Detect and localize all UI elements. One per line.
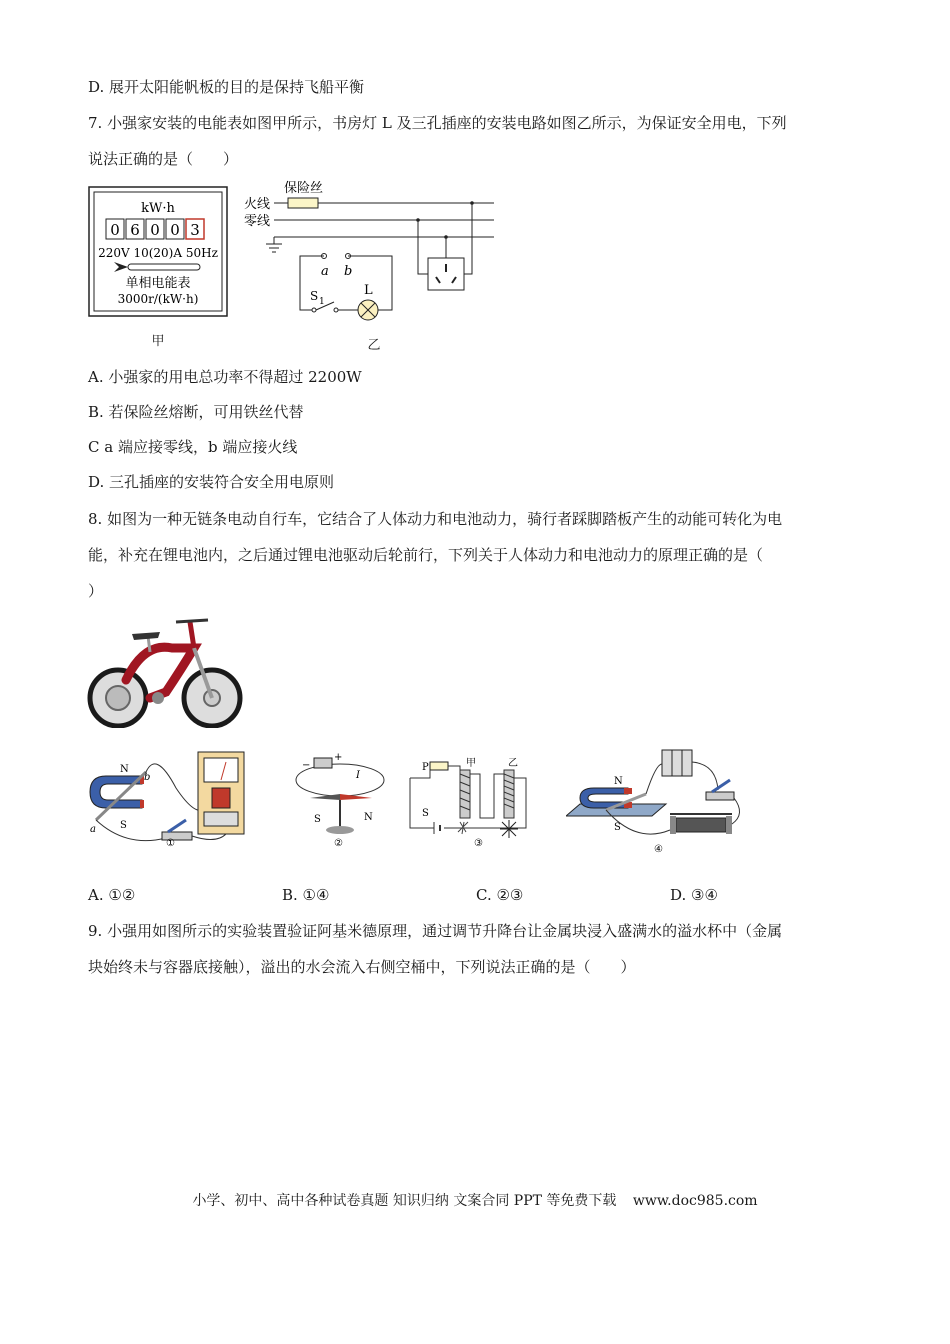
switch-label-sub: 1 bbox=[319, 297, 325, 307]
electric-bicycle-image bbox=[86, 608, 246, 728]
caption-yi: 乙 bbox=[367, 338, 381, 353]
f1-a-label: a bbox=[90, 824, 96, 835]
f3-jia-label: 甲 bbox=[466, 758, 476, 769]
q8-stem-line3: ） bbox=[88, 582, 104, 600]
live-wire-label: 火线 bbox=[244, 197, 271, 212]
switch-icon bbox=[162, 820, 192, 840]
meter-rating: 220V 10(20)A 50Hz bbox=[98, 246, 218, 260]
three-pin-socket-icon bbox=[428, 258, 464, 290]
q8-option-c: C. ②③ bbox=[476, 886, 524, 904]
switch-icon bbox=[706, 780, 734, 800]
f3-s-label: S bbox=[422, 808, 429, 819]
q8-option-d: D. ③④ bbox=[670, 886, 718, 904]
f2-n-label: N bbox=[364, 812, 373, 823]
q9-stem-line2: 块始终未与容器底接触），溢出的水会流入右侧空桶中，下列说法正确的是（ ） bbox=[88, 958, 636, 976]
q7-stem-line2: 说法正确的是（ ） bbox=[88, 150, 239, 168]
battery-icon bbox=[662, 750, 692, 776]
f4-s-label: S bbox=[614, 822, 621, 833]
battery-icon bbox=[314, 758, 332, 768]
footer-url[interactable]: www.doc985.com bbox=[632, 1193, 758, 1209]
f4-n-label: N bbox=[614, 776, 623, 787]
house-circuit-figure bbox=[240, 176, 500, 324]
meter-digit-5: 3 bbox=[190, 221, 200, 239]
ground-icon bbox=[266, 237, 282, 252]
meter-digit-3: 0 bbox=[150, 221, 160, 239]
rheostat-icon bbox=[670, 814, 732, 834]
energy-meter-figure bbox=[88, 186, 228, 318]
meter-digit-2: 6 bbox=[130, 221, 140, 239]
f1-n-label: N bbox=[120, 764, 129, 775]
f1-caption: ① bbox=[166, 838, 175, 848]
figure-1-induction bbox=[86, 748, 256, 848]
switch-label: S bbox=[310, 289, 319, 303]
label-a: a bbox=[321, 264, 329, 279]
q7-option-a: A. 小强家的用电总功率不得超过 2200W bbox=[88, 368, 362, 386]
q8-stem-line1: 8. 如图为一种无链条电动自行车，它结合了人体动力和电池动力，骑行者踩脚踏板产生的动能可转化为电 bbox=[88, 510, 783, 528]
caption-jia: 甲 bbox=[151, 334, 165, 349]
q7-option-c: C a 端应接零线，b 端应接火线 bbox=[88, 438, 298, 456]
fuse bbox=[288, 198, 318, 208]
q7-option-d: D. 三孔插座的安装符合安全用电原则 bbox=[88, 473, 335, 491]
q8-stem-line2: 能，补充在锂电池内，之后通过锂电池驱动后轮前行，下列关于人体动力和电池动力的原理正确的是（ bbox=[88, 546, 764, 564]
f4-caption: ④ bbox=[654, 844, 663, 854]
f3-caption: ③ bbox=[474, 838, 483, 848]
lamp-label: L bbox=[364, 283, 373, 298]
meter-digits bbox=[106, 219, 204, 239]
f1-b-label: b bbox=[144, 772, 151, 783]
meter-digit-1: 0 bbox=[110, 221, 120, 239]
fuse-label: 保险丝 bbox=[284, 181, 324, 196]
q9-stem-line1: 9. 小强用如图所示的实验装置验证阿基米德原理，通过调节升降台让金属块浸入盛满水的溢水杯中（金属 bbox=[88, 922, 783, 940]
footer-text: 小学、初中、高中各种试卷真题 知识归纳 文案合同 PPT 等免费下载 bbox=[192, 1193, 617, 1209]
f2-current-label: I bbox=[356, 770, 360, 781]
meter-name: 单相电能表 bbox=[125, 276, 191, 291]
page-footer bbox=[0, 1190, 950, 1210]
f1-s-label: S bbox=[120, 820, 127, 831]
meter-constant: 3000r/(kW·h) bbox=[117, 292, 199, 306]
meter-unit: kW·h bbox=[141, 201, 175, 216]
rheostat bbox=[430, 762, 448, 770]
q7-option-b: B. 若保险丝熔断，可用铁丝代替 bbox=[88, 403, 304, 421]
meter-digit-4: 0 bbox=[170, 221, 180, 239]
q8-option-b: B. ①④ bbox=[282, 886, 330, 904]
f3-yi-label: 乙 bbox=[508, 758, 518, 769]
figure-4-motor bbox=[566, 744, 750, 854]
f2-minus: − bbox=[302, 760, 311, 771]
f2-plus: + bbox=[334, 752, 343, 763]
f3-p-label: P bbox=[422, 762, 429, 773]
q6-option-d: D. 展开太阳能帆板的目的是保持飞船平衡 bbox=[88, 78, 365, 96]
q7-stem-line1: 7. 小强家安装的电能表如图甲所示，书房灯 L 及三孔插座的安装电路如图乙所示，为保证安全用电，下列 bbox=[88, 114, 787, 132]
lamp-icon bbox=[358, 300, 378, 320]
galvanometer-icon bbox=[198, 752, 244, 834]
f2-caption: ② bbox=[334, 838, 343, 848]
figure-2-oersted bbox=[284, 748, 394, 848]
label-b: b bbox=[344, 264, 353, 279]
f2-s-label: S bbox=[314, 814, 321, 825]
neutral-wire-label: 零线 bbox=[244, 214, 271, 229]
q8-option-a: A. ①② bbox=[88, 886, 136, 904]
figure-3-electromagnet bbox=[404, 748, 534, 848]
